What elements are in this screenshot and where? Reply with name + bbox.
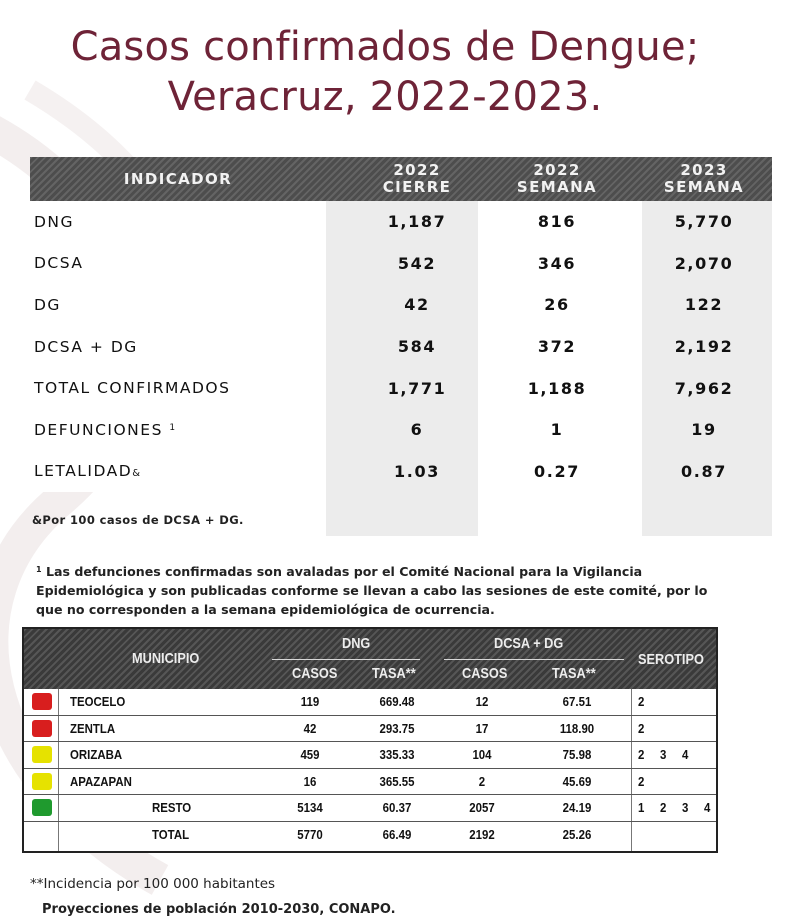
risk-indicator bbox=[32, 720, 52, 737]
row-label: LETALIDAD& bbox=[34, 462, 141, 481]
municipio-name: ORIZABA bbox=[70, 747, 123, 763]
row-label: DG bbox=[34, 295, 61, 314]
value-2023-semana: 122 bbox=[684, 295, 724, 315]
footnote-mark: 1 bbox=[36, 565, 42, 574]
header-indicador: INDICADOR bbox=[123, 169, 233, 188]
note-letalidad: &Por 100 casos de DCSA + DG. bbox=[32, 513, 244, 527]
municipio-name: ZENTLA bbox=[70, 720, 116, 736]
dng-casos: 459 bbox=[300, 747, 320, 763]
value-2022-semana: 0.27 bbox=[534, 461, 580, 481]
header-dng-tasa: TASA** bbox=[372, 665, 416, 682]
value-2023-semana: 5,770 bbox=[674, 212, 734, 232]
dng-tasa: 365.55 bbox=[379, 773, 415, 789]
risk-indicator bbox=[32, 799, 52, 816]
risk-indicator bbox=[32, 746, 52, 763]
dcsa-tasa: 75.98 bbox=[562, 747, 592, 763]
serotipo-value: 3 bbox=[660, 747, 667, 763]
dng-casos: 16 bbox=[303, 773, 317, 789]
page-title bbox=[0, 22, 770, 122]
risk-indicator bbox=[32, 693, 52, 710]
value-2022-semana: 1,188 bbox=[527, 378, 587, 398]
header-dng-casos: CASOS bbox=[292, 665, 338, 682]
serotipo-value: 1 bbox=[638, 800, 645, 816]
value-2022-cierre: 542 bbox=[397, 253, 437, 273]
value-2022-cierre: 6 bbox=[410, 420, 424, 440]
value-2022-semana: 1 bbox=[550, 420, 564, 440]
table-row bbox=[30, 451, 772, 493]
dng-tasa: 335.33 bbox=[379, 747, 415, 763]
table-row bbox=[24, 795, 716, 822]
dcsa-casos: 12 bbox=[475, 694, 489, 709]
value-2022-semana: 372 bbox=[537, 337, 577, 357]
municipio-name: RESTO bbox=[152, 800, 192, 816]
dng-casos: 119 bbox=[300, 694, 320, 709]
municipio-name: TEOCELO bbox=[70, 694, 126, 709]
header-dcsa-casos: CASOS bbox=[462, 665, 508, 682]
title-line-1: Casos confirmados de Dengue; bbox=[70, 24, 700, 70]
row-label: DNG bbox=[34, 212, 75, 231]
value-2022-cierre: 1,187 bbox=[387, 212, 447, 232]
serotipo-value: 2 bbox=[638, 747, 645, 763]
header-serotipo: SEROTIPO bbox=[638, 651, 704, 668]
value-2023-semana: 7,962 bbox=[674, 378, 734, 398]
dcsa-tasa: 118.90 bbox=[559, 720, 595, 736]
dcsa-casos: 104 bbox=[472, 747, 492, 763]
row-label: TOTAL CONFIRMADOS bbox=[34, 379, 231, 398]
dcsa-tasa: 45.69 bbox=[562, 773, 592, 789]
value-2022-cierre: 584 bbox=[397, 337, 437, 357]
municipio-table-header bbox=[24, 629, 716, 689]
note-fuente: Proyecciones de población 2010-2030, CONAPO. bbox=[42, 902, 396, 917]
table-row bbox=[30, 243, 772, 285]
footnote-mark: & bbox=[132, 468, 141, 480]
dcsa-casos: 17 bbox=[475, 720, 489, 736]
header-dcsa-tasa: TASA** bbox=[552, 665, 596, 682]
serotipo-value: 2 bbox=[660, 800, 667, 816]
municipio-table bbox=[22, 627, 718, 853]
value-2022-semana: 816 bbox=[537, 212, 577, 232]
row-label: DCSA bbox=[34, 254, 84, 273]
serotipo-value: 4 bbox=[682, 747, 689, 763]
serotipo-value: 4 bbox=[704, 800, 711, 816]
dng-casos: 5134 bbox=[297, 800, 323, 816]
serotipo-value: 2 bbox=[638, 720, 645, 736]
value-2023-semana: 19 bbox=[691, 420, 717, 440]
row-label: DCSA + DG bbox=[34, 337, 138, 356]
note-incidencia: **Incidencia por 100 000 habitantes bbox=[30, 876, 276, 892]
summary-table bbox=[30, 157, 772, 492]
dng-tasa: 66.49 bbox=[382, 826, 412, 842]
table-row bbox=[24, 689, 716, 716]
value-2022-cierre: 1,771 bbox=[387, 378, 447, 398]
dcsa-tasa: 24.19 bbox=[562, 800, 592, 816]
serotipo-value: 3 bbox=[682, 800, 689, 816]
dcsa-casos: 2 bbox=[478, 773, 486, 789]
dcsa-casos: 2057 bbox=[469, 800, 495, 816]
table-row bbox=[30, 201, 772, 243]
summary-table-body bbox=[30, 201, 772, 492]
header-2022-cierre: 2022 CIERRE bbox=[382, 161, 452, 196]
dng-tasa: 60.37 bbox=[382, 800, 412, 816]
header-2023-semana: 2023 SEMANA bbox=[663, 161, 745, 196]
table-row bbox=[30, 367, 772, 409]
title-line-2: Veracruz, 2022-2023. bbox=[167, 74, 603, 120]
header-divider bbox=[444, 659, 624, 660]
header-dng: DNG bbox=[342, 635, 371, 652]
value-2023-semana: 2,192 bbox=[674, 337, 734, 357]
value-2023-semana: 0.87 bbox=[681, 461, 727, 481]
summary-table-header bbox=[30, 157, 772, 201]
dcsa-casos: 2192 bbox=[469, 826, 495, 842]
municipio-name: APAZAPAN bbox=[70, 773, 132, 789]
value-2022-semana: 346 bbox=[537, 253, 577, 273]
dng-casos: 42 bbox=[303, 720, 317, 736]
dcsa-tasa: 25.26 bbox=[562, 826, 592, 842]
municipio-table-body bbox=[24, 689, 716, 849]
header-divider bbox=[272, 659, 420, 660]
dcsa-tasa: 67.51 bbox=[562, 694, 592, 709]
table-row bbox=[24, 716, 716, 743]
value-2023-semana: 2,070 bbox=[674, 253, 734, 273]
serotipo-value: 2 bbox=[638, 773, 645, 789]
table-row bbox=[30, 326, 772, 368]
risk-indicator bbox=[32, 773, 52, 790]
value-2022-semana: 26 bbox=[544, 295, 570, 315]
dng-tasa: 293.75 bbox=[379, 720, 415, 736]
table-row bbox=[24, 822, 716, 849]
header-dcsa-dg: DCSA + DG bbox=[494, 635, 564, 652]
municipio-name: TOTAL bbox=[152, 826, 190, 842]
row-label: DEFUNCIONES $^1$ bbox=[34, 420, 177, 439]
table-row bbox=[30, 284, 772, 326]
table-row bbox=[30, 409, 772, 451]
serotipo-value: 2 bbox=[638, 694, 645, 709]
note-defunciones: $^1$ Las defunciones confirmadas son avaladas por el Comité Nacional para la Vigilancia Epidemiológica y son publicadas conforme se llevan a cabo las sesiones de este comité, por lo que no corresponden a la semana epidemiológica de ocurrencia. bbox=[36, 564, 708, 617]
header-2022-semana: 2022 SEMANA bbox=[516, 161, 598, 196]
dng-casos: 5770 bbox=[297, 826, 323, 842]
value-2022-cierre: 42 bbox=[404, 295, 430, 315]
dng-tasa: 669.48 bbox=[379, 694, 415, 709]
value-2022-cierre: 1.03 bbox=[394, 461, 440, 481]
table-row bbox=[24, 742, 716, 769]
table-row bbox=[24, 769, 716, 796]
header-municipio: MUNICIPIO bbox=[132, 650, 200, 667]
footnote-mark: 1 bbox=[169, 422, 177, 433]
